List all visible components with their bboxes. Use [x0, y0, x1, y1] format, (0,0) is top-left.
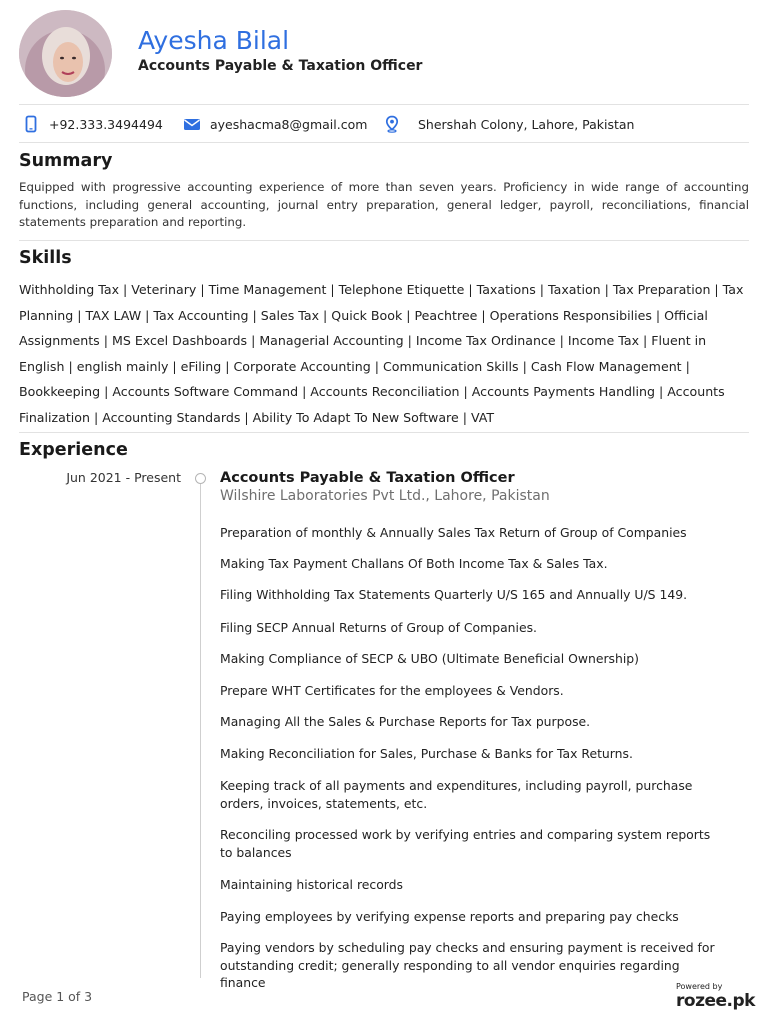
list-item: Managing All the Sales & Purchase Reports for Tax purpose. — [220, 714, 591, 729]
avatar — [19, 10, 112, 97]
candidate-title: Accounts Payable & Taxation Officer — [138, 58, 423, 74]
candidate-name: Ayesha Bilal — [138, 26, 290, 55]
timeline-dot — [195, 473, 206, 484]
list-item: Making Reconciliation for Sales, Purchase & Banks for Tax Returns. — [220, 746, 633, 761]
list-item: Reconciling processed work by verifying entries and comparing system reports to balances — [220, 827, 711, 860]
powered-by-logo[interactable] — [676, 982, 755, 1011]
contact-location[interactable] — [383, 114, 634, 134]
list-item: Making Tax Payment Challans Of Both Income Tax & Sales Tax. — [220, 556, 608, 571]
contact-phone[interactable] — [22, 114, 163, 134]
list-item: Filing Withholding Tax Statements Quarterly U/S 165 and Annually U/S 149. — [220, 587, 688, 602]
divider — [19, 432, 749, 433]
divider — [19, 142, 749, 143]
divider — [19, 104, 749, 105]
avatar-photo — [19, 10, 112, 97]
list-item: Paying vendors by scheduling pay checks and ensuring payment is received for outstanding credit; generally responding to all vendor enquiries regarding finance — [220, 940, 715, 990]
summary-heading: Summary — [19, 151, 113, 171]
list-item: Filing SECP Annual Returns of Group of Companies. — [220, 620, 537, 635]
list-item: Paying employees by verifying expense reports and preparing pay checks — [220, 909, 679, 924]
brand-domain: .pk — [726, 991, 755, 1011]
list-item: Prepare WHT Certificates for the employees & Vendors. — [220, 683, 564, 698]
experience-date: Jun 2021 - Present — [66, 470, 181, 485]
phone-text: +92.333.3494494 — [49, 116, 163, 132]
skills-text: Withholding Tax | Veterinary | Time Management | Telephone Etiquette | Taxations | Taxation | Tax Preparation | Tax Planning | TAX LAW | Tax Accounting | Sales Tax | Quick Book | Peachtree | Operations Responsibilies | Official Assignments | MS Excel Dashboards | Managerial Accounting | Income Tax Ordinance | Income Tax | Fluent in English | english mainly | eFiling | Corporate Accounting | Communication Skills | Cash Flow Management | Bookkeeping | Accounts Software Command | Accounts Reconciliation | Accounts Payments Handling | Accounts Finalization | Accounting Standards | Ability To Adapt To New Software | VAT — [19, 282, 744, 425]
divider — [19, 240, 749, 241]
summary-text: Equipped with progressive accounting experience of more than seven years. Proficiency in wide range of accounting functions, including general accounting, journal entry preparation, general ledger, payroll, reconciliations, financial statements preparation and reporting. — [19, 180, 749, 229]
list-item: Maintaining historical records — [220, 877, 403, 892]
experience-company: Wilshire Laboratories Pvt Ltd., Lahore, Pakistan — [220, 488, 550, 504]
email-icon — [183, 115, 201, 133]
list-item: Keeping track of all payments and expenditures, including payroll, purchase orders, invoices, statements, etc. — [220, 778, 693, 811]
list-item: Preparation of monthly & Annually Sales Tax Return of Group of Companies — [220, 525, 687, 540]
page-number: Page 1 of 3 — [22, 989, 93, 1004]
phone-icon — [22, 115, 40, 133]
location-text: Shershah Colony, Lahore, Pakistan — [418, 116, 635, 132]
experience-heading: Experience — [19, 440, 128, 460]
brand-logo — [676, 991, 755, 1011]
email-text: ayeshacma8@gmail.com — [210, 116, 368, 132]
location-pin-icon — [383, 115, 401, 133]
brand-main: rozee — [676, 991, 727, 1011]
skills-heading: Skills — [19, 248, 72, 268]
experience-role: Accounts Payable & Taxation Officer — [220, 470, 515, 486]
powered-by-text: Powered by — [676, 982, 723, 991]
list-item: Making Compliance of SECP & UBO (Ultimate Beneficial Ownership) — [220, 651, 639, 666]
timeline-line — [200, 482, 201, 978]
contact-email[interactable] — [183, 114, 367, 134]
